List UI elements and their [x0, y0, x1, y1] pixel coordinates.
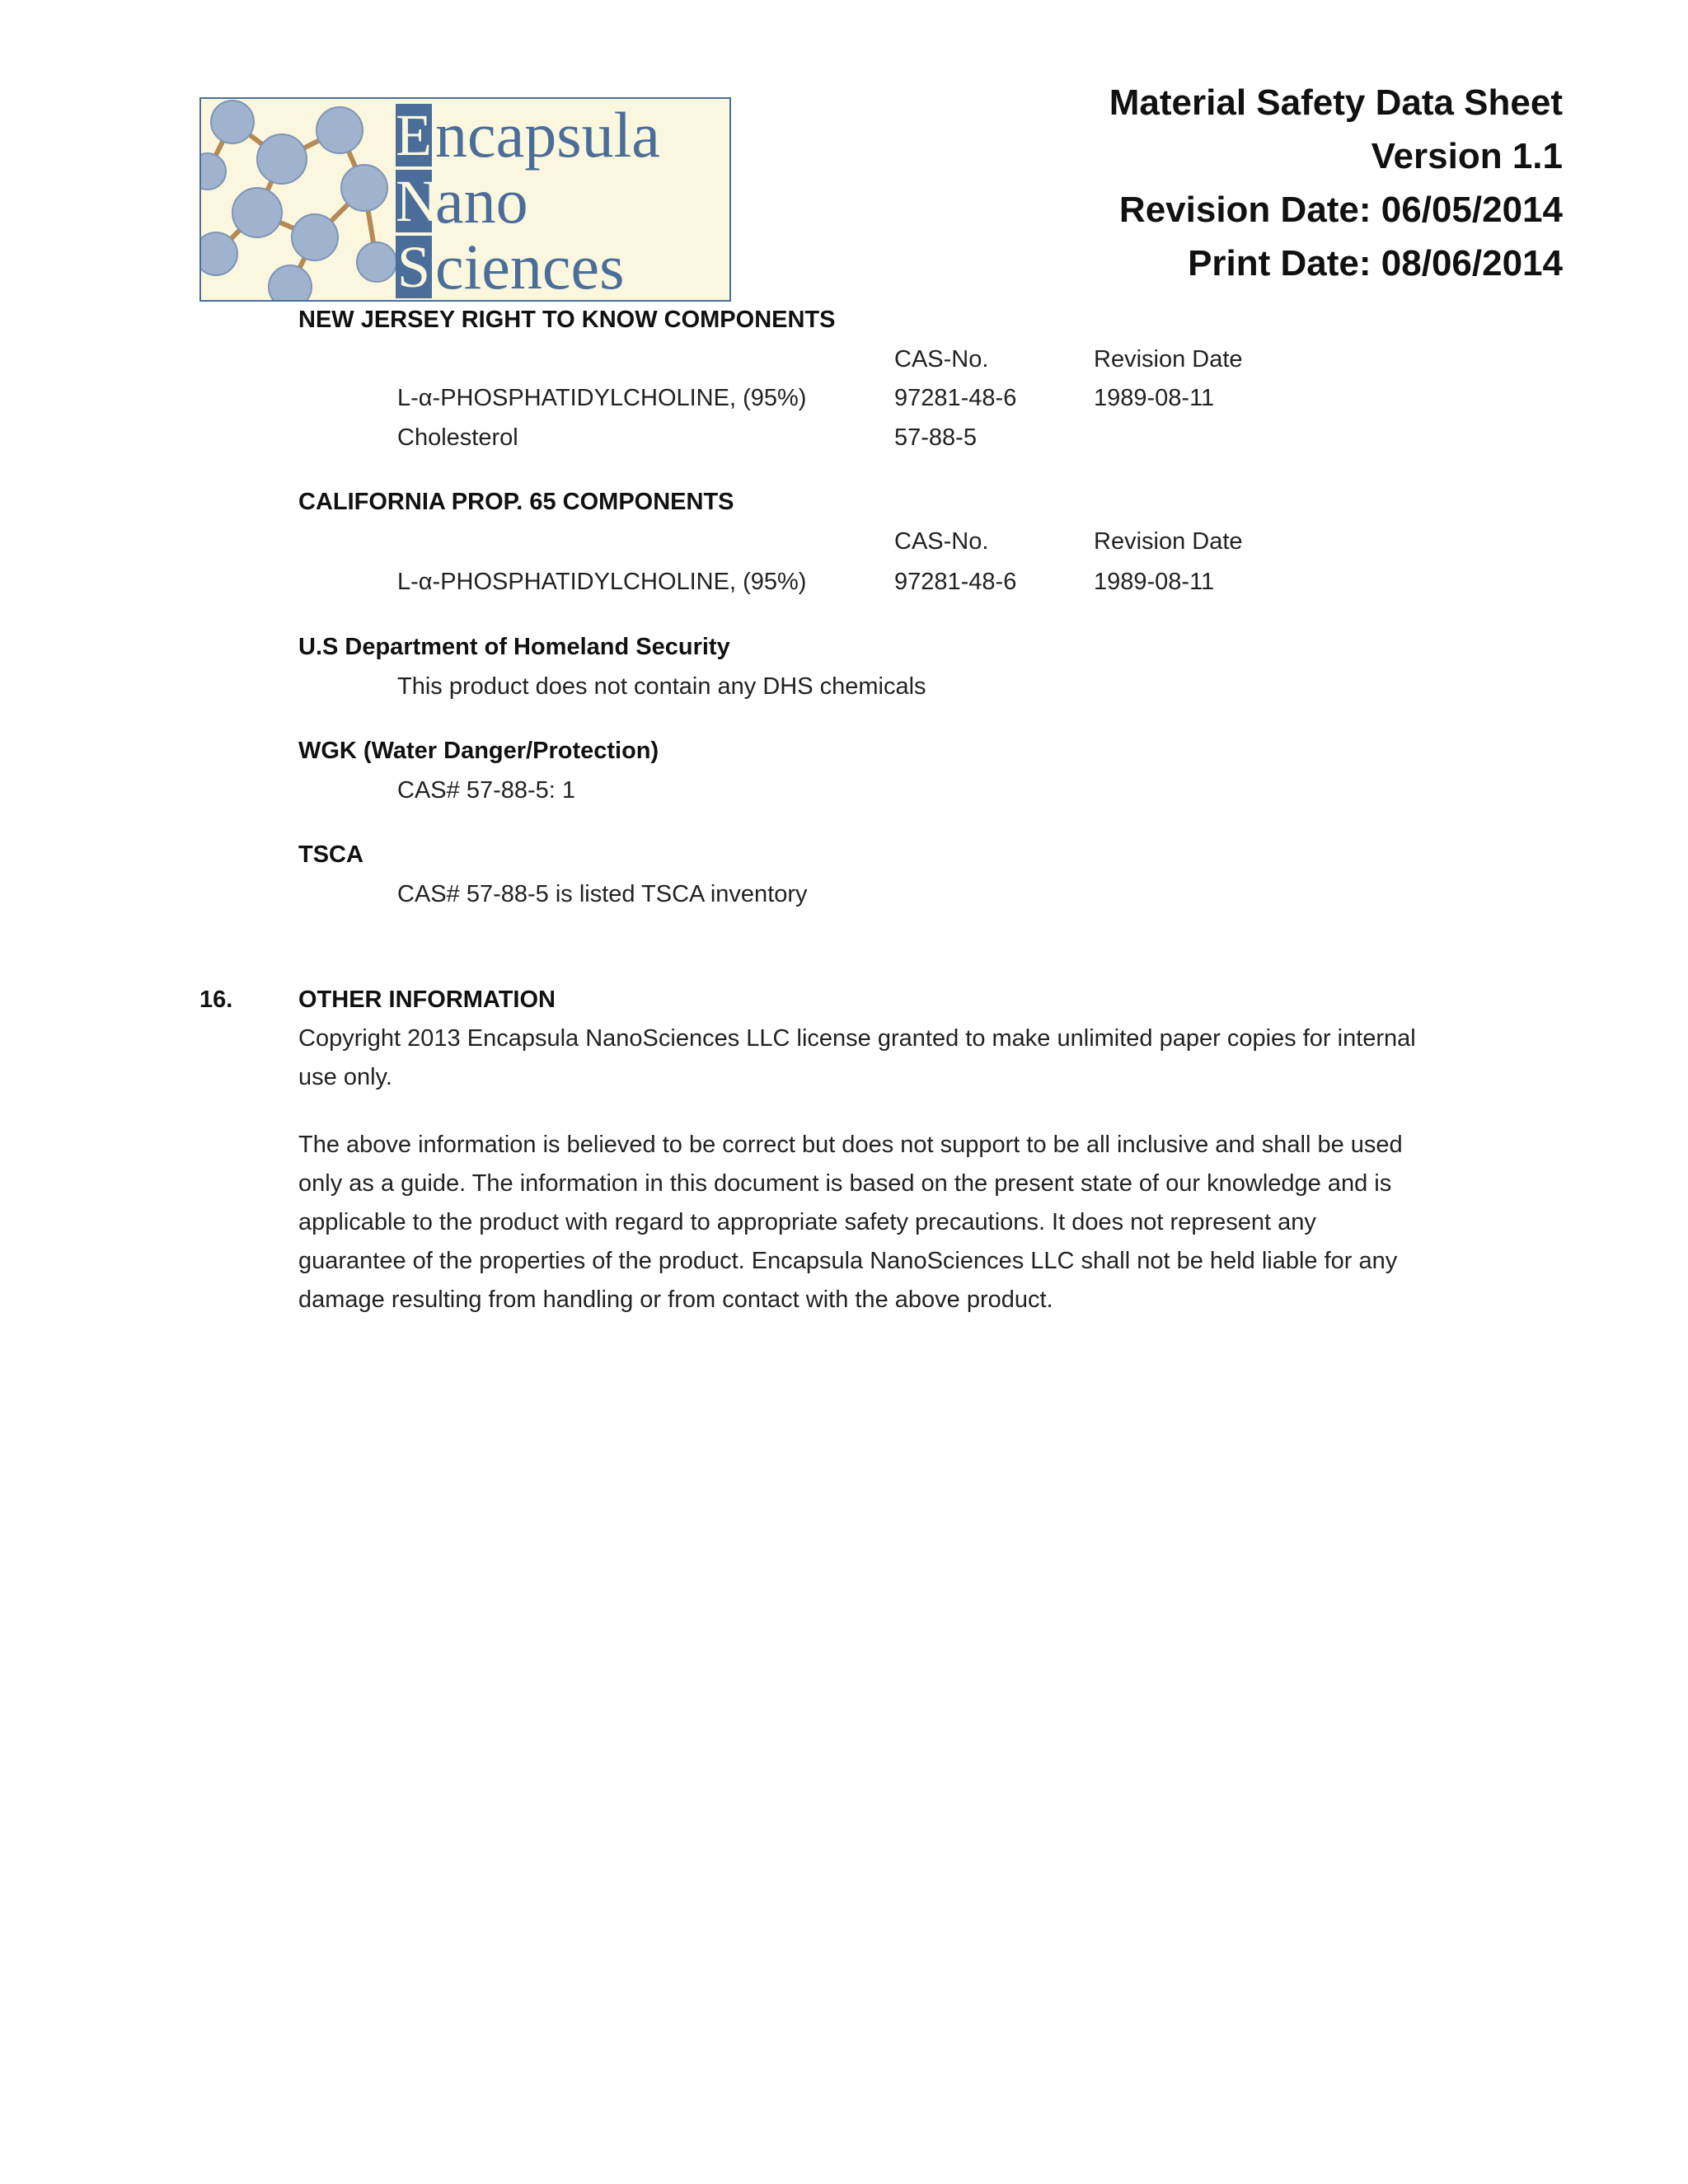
print-date: Print Date: 08/06/2014	[1188, 243, 1563, 284]
disclaimer-line: applicable to the product with regard to appropriate safety precautions. It does not represent any	[298, 1209, 1316, 1235]
tsca-heading: TSCA	[298, 841, 363, 868]
tsca-text: CAS# 57-88-5 is listed TSCA inventory	[397, 881, 808, 907]
logo-line-nano	[396, 165, 528, 237]
logo-line-sciences	[396, 231, 625, 302]
ca-heading: CALIFORNIA PROP. 65 COMPONENTS	[298, 489, 734, 515]
disclaimer-line: The above information is believed to be correct but does not support to be all inclusive and shall be used	[298, 1132, 1403, 1158]
ca-row-1-cas: 97281-48-6	[894, 569, 1017, 595]
disclaimer-paragraph	[298, 1126, 1485, 1319]
ca-row-1-revision: 1989-08-11	[1094, 569, 1215, 595]
nj-heading: NEW JERSEY RIGHT TO KNOW COMPONENTS	[298, 307, 836, 333]
dhs-heading: U.S Department of Homeland Security	[298, 634, 730, 660]
logo-line-encapsula	[396, 99, 660, 171]
nj-row-1-cas: 97281-48-6	[894, 385, 1017, 411]
nj-row-2-cas: 57-88-5	[894, 424, 977, 451]
revision-date: Revision Date: 06/05/2014	[1118, 190, 1563, 230]
logo-text-encapsula: ncapsula	[435, 99, 660, 171]
document-header	[1109, 76, 1563, 290]
logo-text-nano: ano	[435, 165, 528, 237]
copyright-paragraph	[298, 1019, 1485, 1097]
document-version: Version 1.1	[1371, 136, 1563, 176]
disclaimer-line: only as a guide. The information in this document is based on the present state of our knowledge and is	[298, 1170, 1392, 1197]
logo-initial-s: S	[396, 234, 431, 300]
other-info-heading: OTHER INFORMATION	[298, 987, 556, 1013]
nj-col-cas: CAS-No.	[894, 346, 989, 373]
section-number: 16.	[199, 987, 233, 1013]
nj-row-1-name: L-α-PHOSPHATIDYLCHOLINE, (95%)	[397, 385, 807, 411]
logo-initial-n: N	[396, 168, 438, 234]
wgk-text: CAS# 57-88-5: 1	[397, 777, 576, 804]
copyright-line: Copyright 2013 Encapsula NanoSciences LLC license granted to make unlimited paper copies for internal	[298, 1025, 1416, 1052]
company-logo	[199, 97, 731, 302]
wgk-heading: WGK (Water Danger/Protection)	[298, 738, 659, 764]
copyright-line: use only.	[298, 1064, 392, 1090]
logo-text-sciences: ciences	[435, 231, 625, 302]
logo-initial-e: E	[396, 102, 432, 168]
disclaimer-line: guarantee of the properties of the product. Encapsula NanoSciences LLC shall not be held liable for any	[298, 1248, 1398, 1274]
disclaimer-line: damage resulting from handling or from contact with the above product.	[298, 1286, 1053, 1313]
nj-row-2-name: Cholesterol	[397, 424, 518, 451]
nj-row-1-revision: 1989-08-11	[1094, 385, 1215, 411]
ca-row-1-name: L-α-PHOSPHATIDYLCHOLINE, (95%)	[397, 569, 807, 595]
nj-col-revision: Revision Date	[1094, 346, 1243, 373]
dhs-text: This product does not contain any DHS chemicals	[397, 673, 926, 700]
ca-col-revision: Revision Date	[1094, 528, 1243, 555]
ca-col-cas: CAS-No.	[894, 528, 989, 555]
document-title: Material Safety Data Sheet	[1109, 82, 1563, 123]
